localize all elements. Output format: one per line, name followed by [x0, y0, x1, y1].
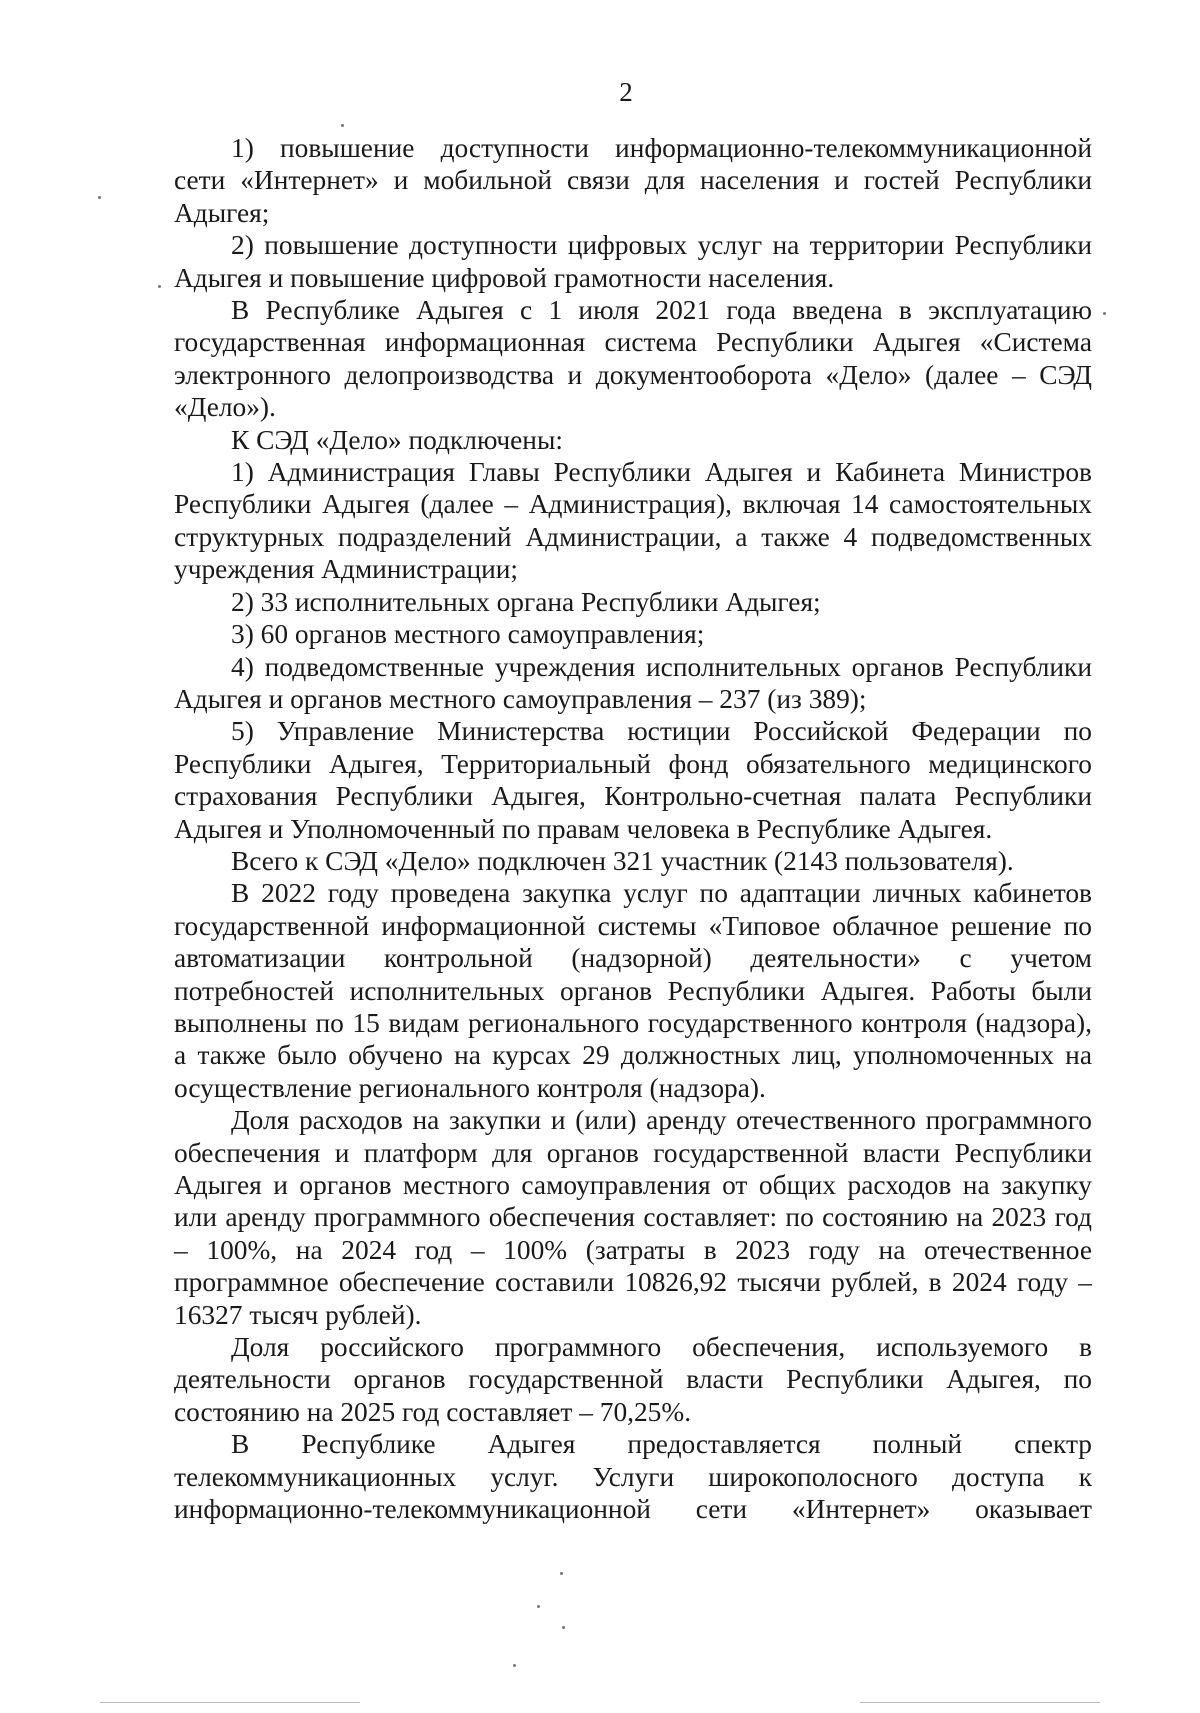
page-number: 2 — [619, 77, 633, 107]
paragraph-connected-4: 4) подведомственные учреждения исполнительных органов Республики Адыгея и органов местного самоуправления – 237 (из 389); — [174, 651, 1092, 714]
paragraph-sed-total: Всего к СЭД «Дело» подключен 321 участник (2143 пользователя). — [231, 845, 1014, 876]
scan-speck — [158, 285, 161, 288]
scan-edge-line — [100, 1702, 360, 1703]
document-body — [174, 132, 1092, 1525]
scan-speck — [341, 124, 344, 127]
paragraph-sed-connected-heading: К СЭД «Дело» подключены: — [231, 424, 563, 455]
paragraph-russian-software-share: Доля российского программного обеспечения, используемого в деятельности органов государственной власти Республики Адыгея, по состоянию на 2025 год составляет – 70,25%. — [174, 1332, 1092, 1427]
paragraph-sed-intro: В Республике Адыгея с 1 июля 2021 года введена в эксплуатацию государственная информационная система Республики Адыгея «Система электронного делопроизводства и документооборота «Дело» (далее – СЭД «Дело»). — [174, 295, 1092, 423]
paragraph-connected-3: 3) 60 органов местного самоуправления; — [231, 619, 705, 650]
scan-speck — [562, 1626, 565, 1629]
scan-speck — [513, 1664, 516, 1667]
scan-speck — [1103, 312, 1106, 315]
scan-speck — [537, 1605, 540, 1608]
paragraph-procurement-2022: В 2022 году проведена закупка услуг по адаптации личных кабинетов государственной информационной системы «Типовое облачное решение по автоматизации контрольной (надзорной) деятельности» с учетом потребностей исполнительных органов Республики Адыгея. Работы были выполнены по 15 видам регионального государственного контроля (надзора), а также было обучено на курсах 29 должностных лиц, уполномоченных на осуществление регионального контроля (надзора). — [174, 878, 1092, 1103]
paragraph-telecom-services: В Республике Адыгея предоставляется полный спектр телекоммуникационных услуг. Услуги широкополосного доступа к информационно-телекоммуникационной сети «Интернет» оказывает — [174, 1429, 1092, 1525]
scan-speck — [560, 1572, 563, 1575]
paragraph-connected-2: 2) 33 исполнительных органа Республики Адыгея; — [231, 586, 821, 617]
scan-edge-line — [860, 1702, 1100, 1703]
paragraph-goal-2: 2) повышение доступности цифровых услуг на территории Республики Адыгея и повышение цифровой грамотности населения. — [174, 230, 1092, 293]
paragraph-software-expenses: Доля расходов на закупки и (или) аренду отечественного программного обеспечения и платформ для органов государственной власти Республики Адыгея и органов местного самоуправления от общих расходов на закупку или аренду программного обеспечения составляет: по состоянию на 2023 год – 100%, на 2024 год – 100% (затраты в 2023 году на отечественное программное обеспечение составили 10826,92 тысячи рублей, в 2024 году – 16327 тысяч рублей). — [174, 1105, 1092, 1330]
paragraph-goal-1: 1) повышение доступности информационно-телекоммуникационной сети «Интернет» и мобильной связи для населения и гостей Республики Адыгея; — [174, 133, 1092, 228]
paragraph-connected-5: 5) Управление Министерства юстиции Российской Федерации по Республики Адыгея, Территориальный фонд обязательного медицинского страхования Республики Адыгея, Контрольно-счетная палата Республики Адыгея и Уполномоченный по правам человека в Республике Адыгея. — [174, 716, 1092, 844]
paragraph-connected-1: 1) Администрация Главы Республики Адыгея и Кабинета Министров Республики Адыгея (далее – Администрация), включая 14 самостоятельных структурных подразделений Администрации, а также 4 подведомственных учреждения Администрации; — [174, 457, 1092, 585]
scan-speck — [98, 196, 101, 199]
